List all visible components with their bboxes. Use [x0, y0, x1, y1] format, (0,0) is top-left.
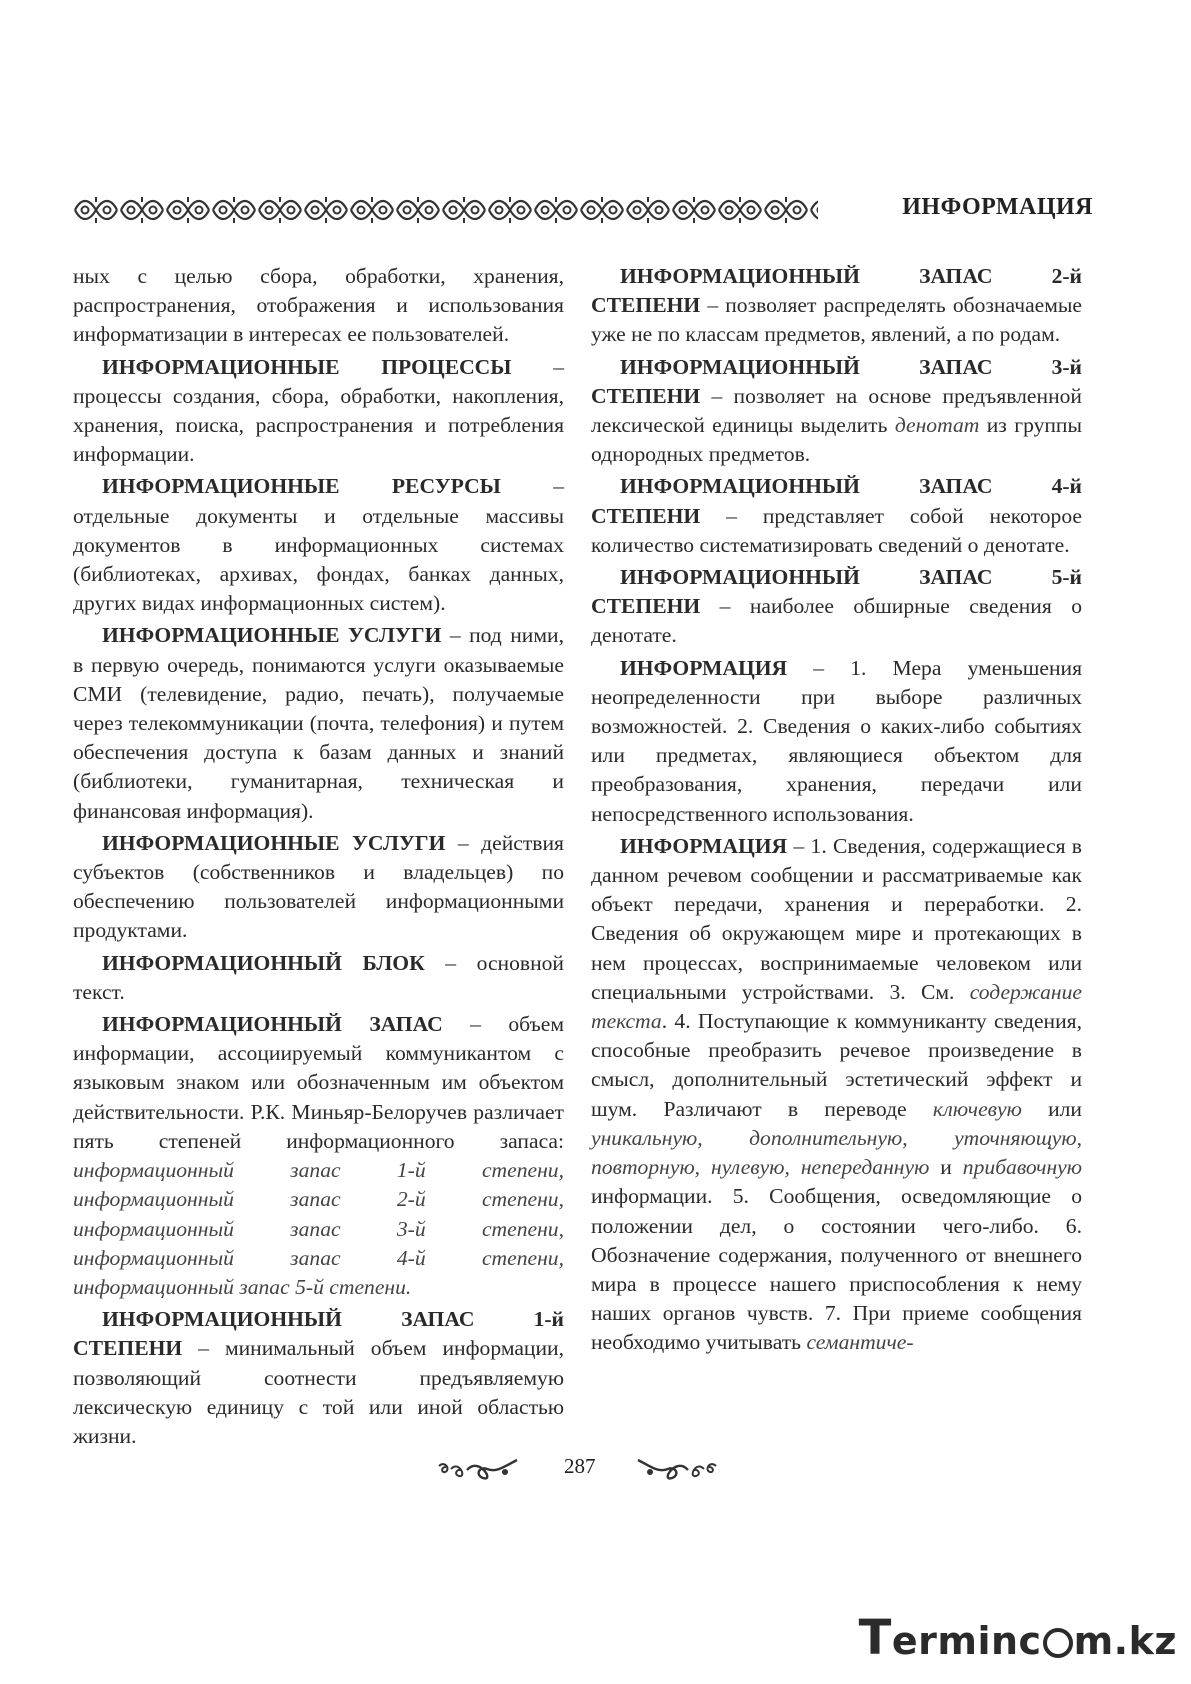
ornament-band-icon — [73, 194, 818, 226]
entry: ИНФОРМАЦИОННЫЕ РЕСУРСЫ – отдельные документы и отдельные массивы документов в информационных системах (библиотеках, архивах, фондах, банках данных, других видах информационных систем). — [73, 474, 564, 616]
entry: ИНФОРМАЦИЯ – 1. Мера уменьшения неопределенности при выборе различных возможностей. 2. Сведения о каких-либо событиях или предметах, являющиеся объектом для преобразования, хранения, передачи или непосредственного использования. — [591, 655, 1082, 826]
entry-term: ИНФОРМАЦИЯ — [620, 655, 788, 680]
globe-icon — [1043, 1628, 1073, 1658]
entry: ИНФОРМАЦИОННЫЙ ЗАПАС – объем информации, ассоциируемый коммуникантом с языковым знаком или обозначенным им объектом действительности. Р.К. Миньяр-Белоручев различает пять степеней информационного запаса: информационный запас 1-й степени, информационный запас 2-й степени, информационный запас 3-й степени, информационный запас 4-й степени, информационный запас 5-й степени. — [73, 1012, 564, 1299]
entry-term: ИНФОРМАЦИОННЫЙ ЗАПАС 2-й СТЕПЕНИ — [591, 264, 1082, 318]
entry: ИНФОРМАЦИОННЫЙ БЛОК – основной текст. — [73, 950, 564, 1004]
entry-term: ИНФОРМАЦИОННЫЙ ЗАПАС — [102, 1012, 443, 1037]
entry-term: ИНФОРМАЦИОННЫЙ ЗАПАС 1-й СТЕПЕНИ — [73, 1307, 564, 1361]
page-footer — [0, 1450, 1191, 1490]
right-column — [591, 262, 1082, 1361]
entry-term: ИНФОРМАЦИОННЫЕ УСЛУГИ — [102, 623, 442, 648]
watermark-logo: Terminc m.kz — [858, 1610, 1177, 1666]
entry: ИНФОРМАЦИОННЫЙ ЗАПАС 1-й СТЕПЕНИ – минимальный объем информации, позволяющий соотнести предъявляемую лексическую единицу с той или иной областью жизни. — [73, 1307, 564, 1448]
entry-term: ИНФОРМАЦИОННЫЙ ЗАПАС 5-й СТЕПЕНИ — [591, 565, 1082, 619]
paragraph: ных с целью сбора, обработки, хранения, распространения, отображения и использования информатизации в интересах ее пользователей. — [73, 264, 564, 347]
footer-ornament-left-icon — [437, 1456, 519, 1482]
entry: ИНФОРМАЦИОННЫЙ ЗАПАС 2-й СТЕПЕНИ – позволяет распределять обозначаемые уже не по классам предметов, явлений, а по родам. — [591, 264, 1082, 347]
left-column — [73, 262, 564, 1454]
entry-term: ИНФОРМАЦИОННЫЕ РЕСУРСЫ — [102, 474, 501, 499]
entry-term: ИНФОРМАЦИОННЫЕ ПРОЦЕССЫ — [102, 354, 512, 379]
entry: ИНФОРМАЦИОННЫЙ ЗАПАС 3-й СТЕПЕНИ – позволяет на основе предъявленной лексической единицы выделить денотат из группы однородных предметов. — [591, 354, 1082, 467]
page-number: 287 — [564, 1454, 596, 1478]
entry: ИНФОРМАЦИЯ – 1. Сведения, содержащиеся в данном речевом сообщении и рассматриваемые как объект передачи, хранения и переработки. 2. Сведения об окружающем мире и протекающих в нем процессах, воспринимаемые человеком или специальными устройствами. 3. См. содержание текста. 4. Поступающие к коммуниканту сведения, способные преобразить речевое произведение в смысл, дополнительный эстетический эффект и шум. Различают в переводе ключевую или уникальную, дополнительную, уточняющую, повторную, нулевую, непереданную и прибавочную информации. 5. Сообщения, осведомляющие о положении дел, о состоянии чего-либо. 6. Обозначение содержания, полученного от внешнего мира в процессе нашего приспособления к нему наших органов чувств. 7. При приеме сообщения необходимо учитывать семантиче- — [591, 833, 1082, 1355]
running-head: ИНФОРМАЦИЯ — [902, 194, 1093, 220]
entry-term: ИНФОРМАЦИОННЫЙ ЗАПАС 3-й СТЕПЕНИ — [591, 354, 1082, 408]
entry: ИНФОРМАЦИОННЫЙ ЗАПАС 4-й СТЕПЕНИ – представляет собой некоторое количество систематизировать сведений о денотате. — [591, 474, 1082, 557]
page-header — [73, 190, 1093, 230]
entry: ИНФОРМАЦИОННЫЙ ЗАПАС 5-й СТЕПЕНИ – наиболее обширные сведения о денотате. — [591, 565, 1082, 648]
entry: ИНФОРМАЦИОННЫЕ УСЛУГИ – действия субъектов (собственников и владельцев) по обеспечению пользователей информационными продуктами. — [73, 830, 564, 943]
entry-term: ИНФОРМАЦИОННЫЙ БЛОК — [102, 950, 425, 975]
footer-ornament-right-icon — [636, 1456, 718, 1482]
entry-term: ИНФОРМАЦИЯ — [620, 833, 788, 858]
entry-term: ИНФОРМАЦИОННЫЙ ЗАПАС 4-й СТЕПЕНИ — [591, 474, 1082, 528]
entry: ИНФОРМАЦИОННЫЕ УСЛУГИ – под ними, в первую очередь, понимаются услуги оказываемые СМИ (телевидение, радио, печать), получаемые через телекоммуникации (почта, телефония) и путем обеспечения доступа к базам данных и знаний (библиотеки, гуманитарная, техническая и финансовая информация). — [73, 623, 564, 823]
entry-term: ИНФОРМАЦИОННЫЕ УСЛУГИ — [102, 830, 446, 855]
entry: ИНФОРМАЦИОННЫЕ ПРОЦЕССЫ – процессы создания, сбора, обработки, накопления, хранения, поиска, распространения и потребления информации. — [73, 354, 564, 467]
